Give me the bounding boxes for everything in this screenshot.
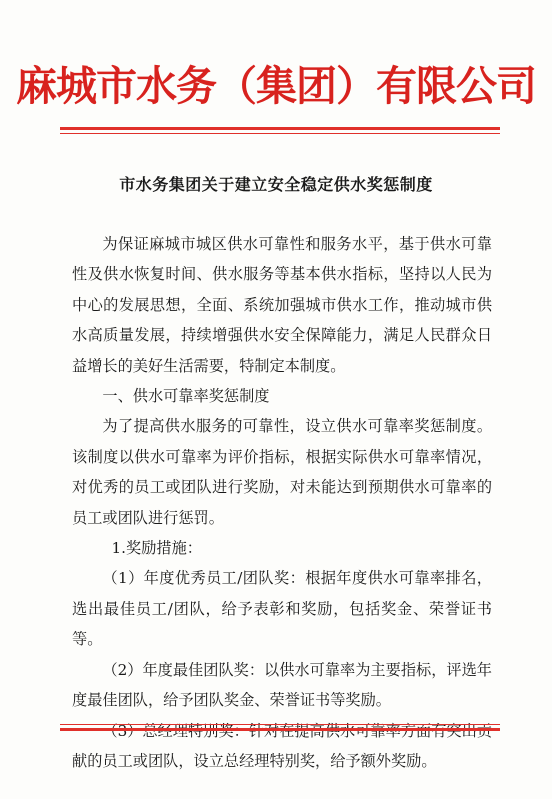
subsection-heading: 1.奖励措施： bbox=[111, 539, 202, 558]
document-title: 市水务集团关于建立安全稳定供水奖惩制度 bbox=[119, 175, 433, 194]
reward-item-2: （2）年度最佳团队奖：以供水可靠率为主要指标，评选年度最佳团队，给予团队奖金、荣誉证书等奖励。 bbox=[72, 660, 492, 710]
letterhead-rule-thin bbox=[60, 133, 500, 134]
document-body bbox=[72, 229, 492, 776]
section-heading: 一、供水可靠率奖惩制度 bbox=[102, 387, 270, 406]
footer-rule-thick bbox=[60, 728, 500, 731]
letterhead-rule-thick bbox=[60, 127, 500, 130]
reward-item-1: （1）年度优秀员工/团队奖：根据年度供水可靠率排名，选出最佳员工/团队，给予表彰和奖励，包括奖金、荣誉证书等。 bbox=[72, 569, 492, 649]
letterhead-company-name: 麻城市水务（集团）有限公司 bbox=[16, 62, 536, 110]
intro-paragraph: 为保证麻城市城区供水可靠性和服务水平，基于供水可靠性及供水恢复时间、供水服务等基本供水指标，坚持以人民为中心的发展思想，全面、系统加强城市供水工作，推动城市供水高质量发展，持续增强供水安全保障能力，满足人民群众日益增长的美好生活需要，特制定本制度。 bbox=[72, 235, 492, 375]
footer-rule-thin bbox=[60, 724, 500, 725]
section-paragraph: 为了提高供水服务的可靠性，设立供水可靠率奖惩制度。该制度以供水可靠率为评价指标，根据实际供水可靠率情况，对优秀的员工或团队进行奖励，对未能达到预期供水可靠率的员工或团队进行惩罚。 bbox=[72, 417, 492, 527]
reward-item-3: 献的员工或团队，设立总经理特别奖，给予额外奖励。 bbox=[72, 751, 437, 770]
